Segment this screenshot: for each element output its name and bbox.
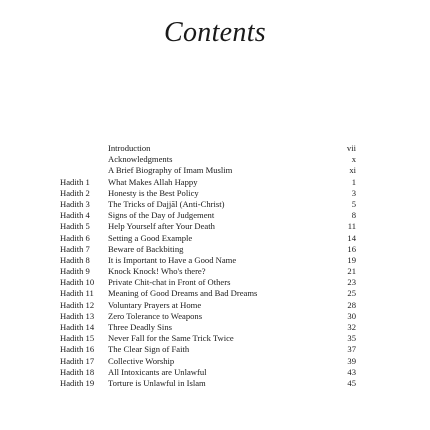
toc-entry[interactable]	[60, 177, 356, 188]
toc-entry-page: 45	[347, 377, 356, 388]
toc-entry-title: Torture is Unlawful in Islam	[108, 377, 206, 388]
toc-entry-title: Knock Knock! Who's there?	[108, 266, 206, 277]
toc-entry-title: Three Deadly Sins	[108, 322, 172, 332]
toc-entry-page: 43	[347, 366, 356, 377]
toc-entry-page: 5	[351, 198, 356, 209]
toc-entry-title: Meaning of Good Dreams and Bad Dreams	[108, 288, 258, 299]
toc-entry-number: Hadith 12	[60, 299, 95, 310]
toc-entry-page: 23	[347, 277, 356, 288]
toc-entry[interactable]	[60, 311, 356, 322]
toc-entry[interactable]	[60, 288, 356, 299]
toc-entry-number: Hadith 19	[60, 377, 95, 388]
toc-entry-number: Hadith 8	[60, 254, 90, 265]
toc-entry-title: Acknowledgments	[108, 154, 173, 165]
toc-entry-number: Hadith 15	[60, 333, 95, 344]
toc-entry-number: Hadith 6	[60, 232, 90, 243]
toc-entry-title: Honesty is the Best Policy	[108, 187, 199, 198]
toc-entry-number: Hadith 14	[60, 322, 95, 332]
toc-entry-number: Hadith 13	[60, 310, 95, 321]
toc-entry-number: Hadith 5	[60, 221, 90, 232]
toc-entry-page: 35	[347, 333, 356, 344]
toc-entry[interactable]	[60, 154, 356, 165]
toc-entry-page: 16	[347, 243, 356, 254]
toc-entry-page: vii	[346, 143, 356, 153]
toc-entry-title: Collective Worship	[108, 355, 175, 366]
toc-entry-number: Hadith 17	[60, 355, 95, 366]
toc-entry-number: Hadith 2	[60, 187, 90, 198]
toc-entry-title: The Tricks of Dajjāl (Anti-Christ)	[108, 198, 225, 209]
toc-entry-page: 21	[347, 266, 356, 277]
toc-entry[interactable]	[60, 199, 356, 210]
toc-entry-title: Never Fall for the Same Trick Twice	[108, 333, 234, 344]
toc-entry-page: 28	[347, 299, 356, 310]
toc-entry-title: Introduction	[108, 143, 151, 153]
toc-entry-page: 25	[347, 288, 356, 299]
toc-entry-title: What Makes Allah Happy	[108, 176, 198, 187]
toc-entry-title: A Brief Biography of Imam Muslim	[108, 165, 233, 176]
toc-entry-title: Help Yourself after Your Death	[108, 221, 215, 232]
toc-entry[interactable]	[60, 333, 356, 344]
page-title: Contents	[164, 17, 266, 48]
toc-entry-page: 32	[347, 322, 356, 332]
toc-entry[interactable]	[60, 367, 356, 378]
toc-entry-title: Setting a Good Example	[108, 232, 193, 243]
toc-entry[interactable]	[60, 233, 356, 244]
toc-entry-title: Beware of Backbiting	[108, 243, 184, 254]
toc-entry[interactable]	[60, 255, 356, 266]
toc-entry-number: Hadith 3	[60, 198, 90, 209]
toc-entry-page: 8	[351, 210, 356, 221]
toc-entry-number: Hadith 7	[60, 243, 90, 254]
toc-entry-number: Hadith 4	[60, 210, 90, 221]
toc-entry[interactable]	[60, 344, 356, 355]
toc-entry[interactable]	[60, 165, 356, 176]
toc-entry-page: x	[351, 154, 356, 165]
toc-entry[interactable]	[60, 322, 356, 333]
toc-entry-title: Voluntary Prayers at Home	[108, 299, 202, 310]
toc-entry[interactable]	[60, 277, 356, 288]
toc-entry-page: 37	[347, 344, 356, 355]
toc-entry-page: xi	[349, 165, 356, 176]
toc-entry-page: 19	[347, 254, 356, 265]
toc-entry-page: 30	[347, 310, 356, 321]
toc-entry-page: 3	[351, 187, 356, 198]
toc-entry-number: Hadith 10	[60, 277, 95, 288]
toc-entry-number: Hadith 18	[60, 366, 95, 377]
toc-entry[interactable]	[60, 143, 356, 154]
toc-entry-title: Zero Tolerance to Weapons	[108, 310, 203, 321]
toc-entry-title: The Clear Sign of Faith	[108, 344, 190, 355]
toc-entry-page: 1	[351, 176, 356, 187]
toc-entry[interactable]	[60, 356, 356, 367]
toc-entry[interactable]	[60, 221, 356, 232]
toc-entry-number: Hadith 11	[60, 288, 94, 299]
toc-entry[interactable]	[60, 266, 356, 277]
toc-entry[interactable]	[60, 378, 356, 389]
toc-entry-page: 14	[347, 232, 356, 243]
toc-entry[interactable]	[60, 244, 356, 255]
toc-entry-page: 39	[347, 355, 356, 366]
toc-entry-title: It is Important to Have a Good Name	[108, 254, 237, 265]
toc-entry-page: 11	[347, 221, 356, 232]
table-of-contents	[60, 143, 356, 389]
toc-entry-number: Hadith 9	[60, 266, 90, 277]
toc-entry-number: Hadith 1	[60, 176, 90, 187]
toc-entry-number: Hadith 16	[60, 344, 95, 355]
toc-entry[interactable]	[60, 300, 356, 311]
toc-entry-title: Private Chit-chat in Front of Others	[108, 277, 231, 288]
toc-entry-title: Signs of the Day of Judgement	[108, 210, 215, 221]
toc-entry[interactable]	[60, 188, 356, 199]
toc-entry[interactable]	[60, 210, 356, 221]
toc-entry-title: All Intoxicants are Unlawful	[108, 366, 207, 377]
